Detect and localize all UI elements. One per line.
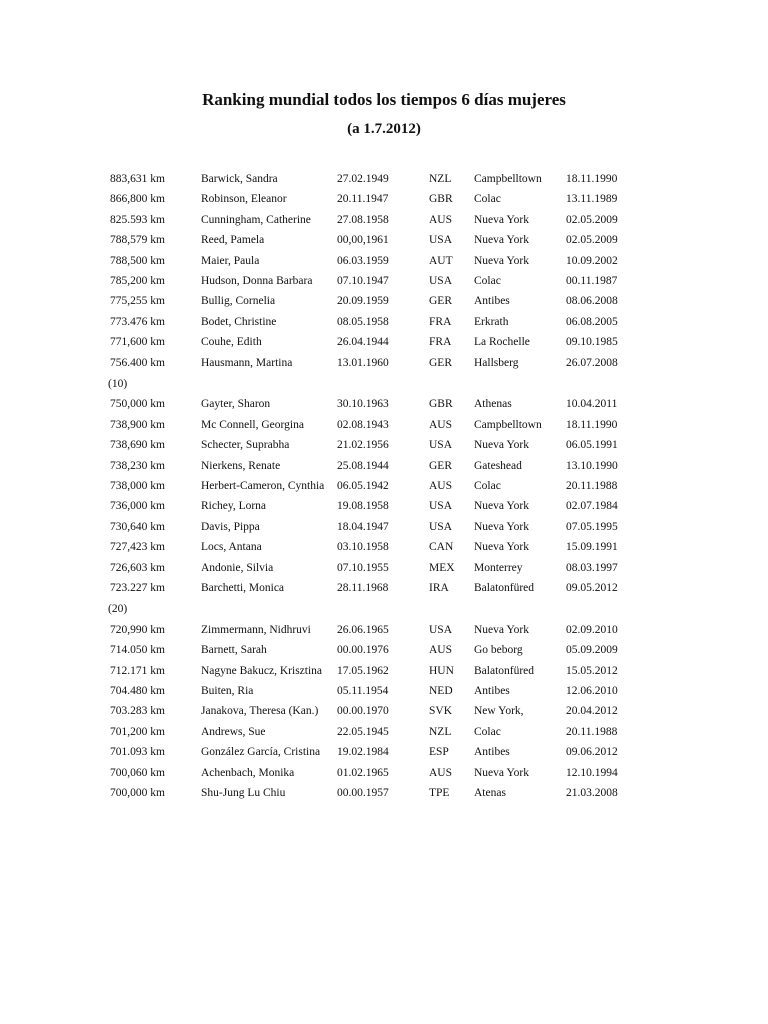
event-date-cell: 13.11.1989 [566, 193, 618, 206]
distance-cell: 730,640 km [110, 520, 165, 533]
event-date-cell: 15.09.1991 [566, 541, 618, 554]
venue-cell: Nueva York [474, 541, 529, 554]
athlete-name-cell: Bodet, Christine [201, 315, 277, 328]
table-row [0, 743, 768, 763]
venue-cell: Erkrath [474, 315, 509, 328]
athlete-name-cell: Schecter, Suprabha [201, 439, 290, 452]
birth-date-cell: 19.08.1958 [337, 500, 389, 513]
nationality-cell: NED [429, 684, 453, 697]
distance-cell: 700,000 km [110, 786, 165, 799]
birth-date-cell: 00.00.1976 [337, 644, 389, 657]
athlete-name-cell: Bullig, Cornelia [201, 295, 276, 308]
nationality-cell: FRA [429, 336, 452, 349]
nationality-cell: USA [429, 439, 453, 452]
birth-date-cell: 18.04.1947 [337, 520, 389, 533]
venue-cell: Colac [474, 725, 501, 738]
birth-date-cell: 26.04.1944 [337, 336, 389, 349]
athlete-name-cell: Janakova, Theresa (Kan.) [201, 705, 319, 718]
table-row [0, 333, 768, 353]
table-row [0, 559, 768, 579]
page-subtitle: (a 1.7.2012) [347, 121, 421, 137]
distance-cell: 723.227 km [110, 581, 165, 594]
athlete-name-cell: Reed, Pamela [201, 234, 265, 247]
athlete-name-cell: Couhe, Edith [201, 336, 262, 349]
event-date-cell: 08.06.2008 [566, 295, 618, 308]
distance-cell: 866,800 km [110, 193, 165, 206]
venue-cell: Antibes [474, 746, 510, 759]
table-row [0, 518, 768, 538]
athlete-name-cell: Herbert-Cameron, Cynthia [201, 479, 325, 492]
event-date-cell: 02.07.1984 [566, 500, 618, 513]
birth-date-cell: 25.08.1944 [337, 459, 389, 472]
venue-cell: Campbelltown [474, 173, 542, 185]
athlete-name-cell: Richey, Lorna [201, 500, 267, 513]
table-row [0, 702, 768, 722]
table-row [0, 621, 768, 641]
table-row [0, 313, 768, 333]
birth-date-cell: 17.05.1962 [337, 664, 389, 677]
table-row [0, 436, 768, 456]
event-date-cell: 00.11.1987 [566, 274, 618, 287]
distance-cell: 703.283 km [110, 705, 165, 718]
rank-marker: (20) [108, 603, 128, 616]
nationality-cell: GER [429, 356, 452, 369]
birth-date-cell: 00.00.1970 [337, 705, 389, 718]
athlete-name-cell: Barnett, Sarah [201, 644, 267, 657]
event-date-cell: 10.04.2011 [566, 398, 618, 411]
table-row [0, 170, 768, 190]
table-row [0, 416, 768, 436]
event-date-cell: 06.05.1991 [566, 439, 618, 452]
event-date-cell: 12.10.1994 [566, 766, 618, 779]
nationality-cell: GBR [429, 193, 453, 206]
venue-cell: Athenas [474, 398, 512, 411]
table-row [0, 538, 768, 558]
birth-date-cell: 13.01.1960 [337, 356, 389, 369]
page-title: Ranking mundial todos los tiempos 6 días mujeres [202, 90, 566, 109]
venue-cell: Nueva York [474, 213, 529, 226]
nationality-cell: FRA [429, 315, 452, 328]
venue-cell: Atenas [474, 786, 506, 799]
event-date-cell: 20.04.2012 [566, 705, 618, 718]
venue-cell: Colac [474, 193, 501, 206]
rank-marker-row [0, 374, 768, 396]
nationality-cell: AUT [429, 254, 453, 267]
table-row [0, 211, 768, 231]
athlete-name-cell: Andrews, Sue [201, 725, 266, 738]
birth-date-cell: 21.02.1956 [337, 439, 389, 452]
nationality-cell: USA [429, 274, 453, 287]
nationality-cell: IRA [429, 581, 449, 594]
event-date-cell: 09.06.2012 [566, 746, 618, 759]
nationality-cell: AUS [429, 644, 453, 657]
venue-cell: Nueva York [474, 500, 529, 513]
distance-cell: 738,900 km [110, 418, 165, 431]
birth-date-cell: 07.10.1947 [337, 274, 389, 287]
event-date-cell: 10.09.2002 [566, 254, 618, 267]
distance-cell: 825.593 km [110, 213, 165, 226]
nationality-cell: USA [429, 623, 453, 636]
athlete-name-cell: Mc Connell, Georgina [201, 418, 304, 431]
distance-cell: 775,255 km [110, 295, 165, 308]
birth-date-cell: 19.02.1984 [337, 746, 389, 759]
distance-cell: 788,579 km [110, 234, 165, 247]
nationality-cell: MEX [429, 561, 455, 574]
event-date-cell: 26.07.2008 [566, 356, 618, 369]
venue-cell: Nueva York [474, 254, 529, 267]
venue-cell: Go beborg [474, 644, 523, 657]
distance-cell: 738,690 km [110, 439, 165, 452]
athlete-name-cell: Hudson, Donna Barbara [201, 274, 313, 287]
table-row [0, 395, 768, 415]
birth-date-cell: 30.10.1963 [337, 398, 389, 411]
table-row [0, 641, 768, 661]
event-date-cell: 18.11.1990 [566, 173, 618, 185]
event-date-cell: 15.05.2012 [566, 664, 618, 677]
table-row [0, 292, 768, 312]
birth-date-cell: 00.00.1957 [337, 786, 389, 799]
nationality-cell: NZL [429, 725, 452, 738]
birth-date-cell: 20.09.1959 [337, 295, 389, 308]
distance-cell: 883,631 km [110, 173, 165, 185]
nationality-cell: TPE [429, 786, 450, 799]
table-row [0, 477, 768, 497]
nationality-cell: GBR [429, 398, 453, 411]
athlete-name-cell: Shu-Jung Lu Chiu [201, 786, 286, 799]
athlete-name-cell: Maier, Paula [201, 254, 260, 267]
event-date-cell: 13.10.1990 [566, 459, 618, 472]
event-date-cell: 18.11.1990 [566, 418, 618, 431]
table-row [0, 457, 768, 477]
birth-date-cell: 27.02.1949 [337, 173, 389, 185]
nationality-cell: AUS [429, 213, 453, 226]
birth-date-cell: 03.10.1958 [337, 541, 389, 554]
event-date-cell: 06.08.2005 [566, 315, 618, 328]
venue-cell: Nueva York [474, 520, 529, 533]
nationality-cell: USA [429, 500, 453, 513]
event-date-cell: 05.09.2009 [566, 644, 618, 657]
athlete-name-cell: Barchetti, Monica [201, 581, 285, 594]
venue-cell: Gateshead [474, 459, 522, 472]
venue-cell: Campbelltown [474, 418, 542, 431]
distance-cell: 756.400 km [110, 356, 165, 369]
distance-cell: 736,000 km [110, 500, 165, 513]
distance-cell: 726,603 km [110, 561, 165, 574]
nationality-cell: HUN [429, 664, 454, 677]
nationality-cell: ESP [429, 746, 449, 759]
venue-cell: Antibes [474, 684, 510, 697]
event-date-cell: 07.05.1995 [566, 520, 618, 533]
table-row [0, 252, 768, 272]
athlete-name-cell: Nierkens, Renate [201, 459, 281, 472]
event-date-cell: 09.10.1985 [566, 336, 618, 349]
athlete-name-cell: Robinson, Eleanor [201, 193, 287, 206]
distance-cell: 701,200 km [110, 725, 165, 738]
ranking-table [0, 170, 768, 804]
birth-date-cell: 28.11.1968 [337, 581, 389, 594]
distance-cell: 712.171 km [110, 664, 165, 677]
birth-date-cell: 27.08.1958 [337, 213, 389, 226]
venue-cell: Monterrey [474, 561, 523, 574]
table-row [0, 723, 768, 743]
athlete-name-cell: Andonie, Silvia [201, 561, 274, 574]
athlete-name-cell: González García, Cristina [201, 746, 321, 759]
nationality-cell: CAN [429, 541, 454, 554]
venue-cell: Nueva York [474, 766, 529, 779]
birth-date-cell: 20.11.1947 [337, 193, 389, 206]
birth-date-cell: 06.03.1959 [337, 254, 389, 267]
event-date-cell: 02.05.2009 [566, 234, 618, 247]
birth-date-cell: 06.05.1942 [337, 479, 389, 492]
nationality-cell: AUS [429, 479, 453, 492]
table-row [0, 682, 768, 702]
athlete-name-cell: Buiten, Ria [201, 684, 254, 697]
distance-cell: 750,000 km [110, 398, 165, 411]
table-row [0, 662, 768, 682]
distance-cell: 771,600 km [110, 336, 165, 349]
birth-date-cell: 01.02.1965 [337, 766, 389, 779]
venue-cell: Colac [474, 274, 501, 287]
table-row [0, 784, 768, 804]
athlete-name-cell: Gayter, Sharon [201, 398, 271, 411]
birth-date-cell: 00,00,1961 [337, 234, 389, 247]
distance-cell: 704.480 km [110, 684, 165, 697]
nationality-cell: GER [429, 459, 452, 472]
distance-cell: 785,200 km [110, 274, 165, 287]
event-date-cell: 12.06.2010 [566, 684, 618, 697]
rank-marker: (10) [108, 377, 128, 390]
table-row [0, 497, 768, 517]
distance-cell: 738,230 km [110, 459, 165, 472]
event-date-cell: 08.03.1997 [566, 561, 618, 574]
venue-cell: Colac [474, 479, 501, 492]
birth-date-cell: 26.06.1965 [337, 623, 389, 636]
distance-cell: 773.476 km [110, 315, 165, 328]
athlete-name-cell: Davis, Pippa [201, 520, 260, 533]
venue-cell: New York, [474, 705, 524, 718]
event-date-cell: 20.11.1988 [566, 725, 618, 738]
venue-cell: Nueva York [474, 234, 529, 247]
table-row [0, 579, 768, 599]
event-date-cell: 09.05.2012 [566, 581, 618, 594]
athlete-name-cell: Hausmann, Martina [201, 356, 293, 369]
distance-cell: 788,500 km [110, 254, 165, 267]
nationality-cell: USA [429, 234, 453, 247]
venue-cell: Nueva York [474, 623, 529, 636]
distance-cell: 727,423 km [110, 541, 165, 554]
nationality-cell: NZL [429, 173, 452, 185]
nationality-cell: AUS [429, 766, 453, 779]
nationality-cell: AUS [429, 418, 453, 431]
athlete-name-cell: Nagyne Bakucz, Krisztina [201, 664, 323, 677]
table-row [0, 354, 768, 374]
athlete-name-cell: Locs, Antana [201, 541, 262, 554]
distance-cell: 738,000 km [110, 479, 165, 492]
nationality-cell: USA [429, 520, 453, 533]
distance-cell: 701.093 km [110, 746, 165, 759]
nationality-cell: GER [429, 295, 452, 308]
event-date-cell: 20.11.1988 [566, 479, 618, 492]
athlete-name-cell: Barwick, Sandra [201, 173, 278, 185]
event-date-cell: 21.03.2008 [566, 786, 618, 799]
birth-date-cell: 22.05.1945 [337, 725, 389, 738]
distance-cell: 700,060 km [110, 766, 165, 779]
venue-cell: Nueva York [474, 439, 529, 452]
athlete-name-cell: Cunningham, Catherine [201, 213, 311, 226]
table-row [0, 190, 768, 210]
birth-date-cell: 07.10.1955 [337, 561, 389, 574]
nationality-cell: SVK [429, 705, 453, 718]
birth-date-cell: 02.08.1943 [337, 418, 389, 431]
table-row [0, 764, 768, 784]
birth-date-cell: 08.05.1958 [337, 315, 389, 328]
athlete-name-cell: Zimmermann, Nidhruvi [201, 623, 311, 636]
venue-cell: Balatonfüred [474, 664, 535, 677]
athlete-name-cell: Achenbach, Monika [201, 766, 295, 779]
table-row [0, 231, 768, 251]
event-date-cell: 02.09.2010 [566, 623, 618, 636]
distance-cell: 714.050 km [110, 644, 165, 657]
venue-cell: Antibes [474, 295, 510, 308]
venue-cell: Hallsberg [474, 356, 519, 369]
venue-cell: Balatonfüred [474, 581, 535, 594]
birth-date-cell: 05.11.1954 [337, 684, 389, 697]
event-date-cell: 02.05.2009 [566, 213, 618, 226]
rank-marker-row [0, 599, 768, 621]
distance-cell: 720,990 km [110, 623, 165, 636]
venue-cell: La Rochelle [474, 336, 530, 349]
table-row [0, 272, 768, 292]
